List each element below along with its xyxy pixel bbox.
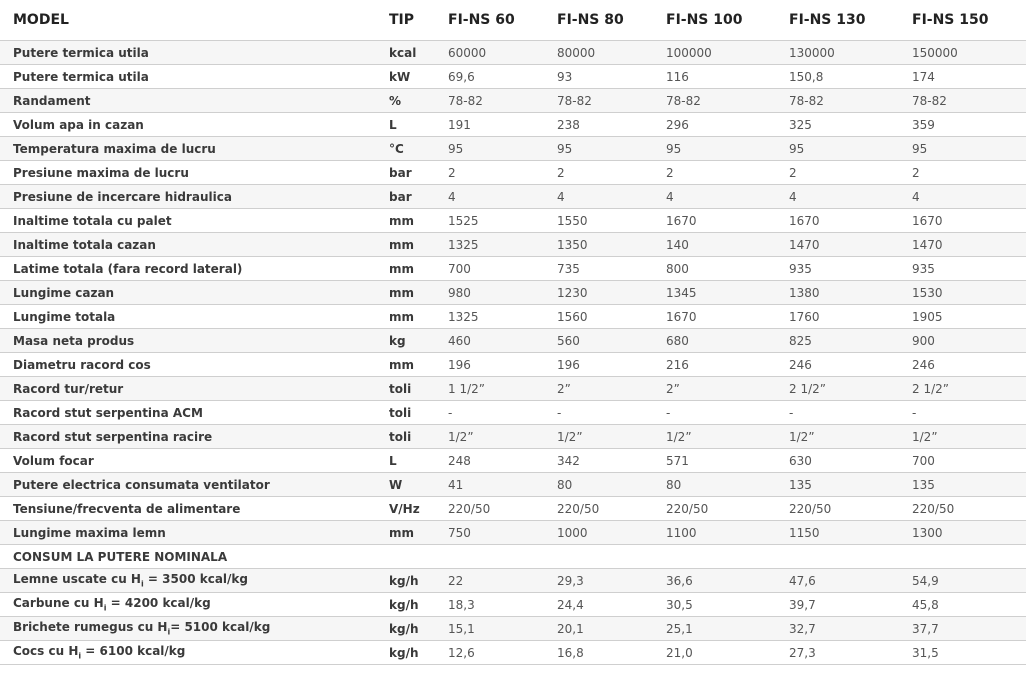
row-value: 1100 <box>653 521 776 545</box>
row-value: 32,7 <box>776 617 899 641</box>
row-value: 220/50 <box>653 497 776 521</box>
row-value: 196 <box>435 353 544 377</box>
row-value: 36,6 <box>653 569 776 593</box>
table-row <box>0 449 1026 473</box>
row-label <box>0 593 376 617</box>
row-unit: mm <box>376 209 435 233</box>
row-unit: mm <box>376 257 435 281</box>
table-row <box>0 569 1026 593</box>
row-value: 342 <box>544 449 653 473</box>
table-row <box>0 89 1026 113</box>
row-value: 24,4 <box>544 593 653 617</box>
row-value: 1350 <box>544 233 653 257</box>
row-value: 735 <box>544 257 653 281</box>
row-value: 135 <box>899 473 1026 497</box>
header-model-name: FI-NS 130 <box>776 0 899 41</box>
row-value: 460 <box>435 329 544 353</box>
row-value: 680 <box>653 329 776 353</box>
row-value: 560 <box>544 329 653 353</box>
row-label <box>0 569 376 593</box>
row-label: Volum apa in cazan <box>0 113 376 137</box>
row-value: 37,7 <box>899 617 1026 641</box>
row-value: 4 <box>653 185 776 209</box>
row-label: Racord stut serpentina racire <box>0 425 376 449</box>
row-value: 12,6 <box>435 641 544 665</box>
table-row <box>0 137 1026 161</box>
table-row <box>0 305 1026 329</box>
row-value: 1/2” <box>435 425 544 449</box>
row-unit: bar <box>376 185 435 209</box>
row-value: 571 <box>653 449 776 473</box>
table-row <box>0 233 1026 257</box>
row-value: 2 <box>653 161 776 185</box>
row-value: 95 <box>435 137 544 161</box>
row-value: 140 <box>653 233 776 257</box>
row-label: Putere electrica consumata ventilator <box>0 473 376 497</box>
label-text: = 3500 kcal/kg <box>143 572 248 587</box>
table-row <box>0 65 1026 89</box>
row-value: 246 <box>899 353 1026 377</box>
row-label: Inaltime totala cu palet <box>0 209 376 233</box>
row-unit: mm <box>376 305 435 329</box>
row-unit: kg/h <box>376 641 435 665</box>
row-value: 27,3 <box>776 641 899 665</box>
row-value: 1325 <box>435 305 544 329</box>
row-value: 31,5 <box>899 641 1026 665</box>
table-row <box>0 401 1026 425</box>
row-label: Diametru racord cos <box>0 353 376 377</box>
row-value: 80 <box>653 473 776 497</box>
label-text: Lemne uscate cu H <box>13 572 141 587</box>
row-value: 1525 <box>435 209 544 233</box>
label-text: Cocs cu H <box>13 644 79 659</box>
row-value: 825 <box>776 329 899 353</box>
row-unit: kW <box>376 65 435 89</box>
row-value: 1670 <box>653 209 776 233</box>
row-label: Racord stut serpentina ACM <box>0 401 376 425</box>
table-body <box>0 41 1026 665</box>
row-value: 630 <box>776 449 899 473</box>
table-row <box>0 377 1026 401</box>
row-value: 1670 <box>899 209 1026 233</box>
row-unit: mm <box>376 233 435 257</box>
row-value: 1470 <box>776 233 899 257</box>
row-value: 220/50 <box>899 497 1026 521</box>
row-value: - <box>653 401 776 425</box>
row-unit: kg/h <box>376 617 435 641</box>
row-unit: % <box>376 89 435 113</box>
header-model-name: FI-NS 60 <box>435 0 544 41</box>
row-unit: mm <box>376 353 435 377</box>
row-value: 1670 <box>653 305 776 329</box>
row-label: Lungime maxima lemn <box>0 521 376 545</box>
header-model: MODEL <box>0 0 376 41</box>
section-label: CONSUM LA PUTERE NOMINALA <box>0 545 1026 569</box>
section-row <box>0 545 1026 569</box>
row-value: 4 <box>899 185 1026 209</box>
row-value: 95 <box>544 137 653 161</box>
table-row <box>0 593 1026 617</box>
header-model-name: FI-NS 150 <box>899 0 1026 41</box>
row-value: 39,7 <box>776 593 899 617</box>
row-unit: toli <box>376 377 435 401</box>
row-value: 1300 <box>899 521 1026 545</box>
row-unit: W <box>376 473 435 497</box>
row-value: 130000 <box>776 41 899 65</box>
row-value: 2 1/2” <box>776 377 899 401</box>
row-value: 21,0 <box>653 641 776 665</box>
row-value: 1/2” <box>776 425 899 449</box>
row-value: 47,6 <box>776 569 899 593</box>
row-value: 95 <box>776 137 899 161</box>
row-unit: L <box>376 449 435 473</box>
row-value: - <box>544 401 653 425</box>
row-value: 196 <box>544 353 653 377</box>
row-unit: V/Hz <box>376 497 435 521</box>
row-label: Lungime cazan <box>0 281 376 305</box>
table-row <box>0 185 1026 209</box>
row-unit: toli <box>376 401 435 425</box>
row-value: 1000 <box>544 521 653 545</box>
row-value: 22 <box>435 569 544 593</box>
row-value: 900 <box>899 329 1026 353</box>
row-value: 2 <box>435 161 544 185</box>
row-label: Putere termica utila <box>0 65 376 89</box>
row-value: - <box>899 401 1026 425</box>
table-row <box>0 41 1026 65</box>
label-text: = 6100 kcal/kg <box>81 644 186 659</box>
row-value: 29,3 <box>544 569 653 593</box>
row-label <box>0 641 376 665</box>
row-value: 1/2” <box>544 425 653 449</box>
row-value: 78-82 <box>653 89 776 113</box>
row-value: 935 <box>899 257 1026 281</box>
row-label: Lungime totala <box>0 305 376 329</box>
row-label: Inaltime totala cazan <box>0 233 376 257</box>
row-value: 150,8 <box>776 65 899 89</box>
row-value: 248 <box>435 449 544 473</box>
table-row <box>0 113 1026 137</box>
row-value: 700 <box>435 257 544 281</box>
row-value: 41 <box>435 473 544 497</box>
row-value: 800 <box>653 257 776 281</box>
row-label: Randament <box>0 89 376 113</box>
row-unit: kg/h <box>376 569 435 593</box>
row-value: 1560 <box>544 305 653 329</box>
row-unit: kg <box>376 329 435 353</box>
row-value: 2” <box>653 377 776 401</box>
table-row <box>0 641 1026 665</box>
row-value: 1/2” <box>653 425 776 449</box>
row-value: 325 <box>776 113 899 137</box>
row-unit: mm <box>376 521 435 545</box>
row-unit: kg/h <box>376 593 435 617</box>
row-value: 150000 <box>899 41 1026 65</box>
row-value: 1905 <box>899 305 1026 329</box>
label-text: = 5100 kcal/kg <box>170 620 271 635</box>
row-value: 750 <box>435 521 544 545</box>
row-unit: toli <box>376 425 435 449</box>
row-value: 246 <box>776 353 899 377</box>
table-row <box>0 161 1026 185</box>
row-value: 78-82 <box>776 89 899 113</box>
table-row <box>0 425 1026 449</box>
row-value: 191 <box>435 113 544 137</box>
row-value: 80 <box>544 473 653 497</box>
table-row <box>0 329 1026 353</box>
row-label: Putere termica utila <box>0 41 376 65</box>
row-unit: L <box>376 113 435 137</box>
row-value: 4 <box>435 185 544 209</box>
row-value: 116 <box>653 65 776 89</box>
row-value: 1325 <box>435 233 544 257</box>
row-label: Masa neta produs <box>0 329 376 353</box>
row-value: 1760 <box>776 305 899 329</box>
label-subscript: i <box>140 579 144 589</box>
label-text: Carbune cu H <box>13 596 104 611</box>
row-unit: kcal <box>376 41 435 65</box>
row-value: 2” <box>544 377 653 401</box>
row-label: Volum focar <box>0 449 376 473</box>
row-value: 1/2” <box>899 425 1026 449</box>
row-value: 2 <box>544 161 653 185</box>
row-value: 93 <box>544 65 653 89</box>
label-subscript: i <box>78 651 82 661</box>
row-value: 95 <box>653 137 776 161</box>
row-value: 69,6 <box>435 65 544 89</box>
row-value: 359 <box>899 113 1026 137</box>
row-value: 1 1/2” <box>435 377 544 401</box>
table-row <box>0 617 1026 641</box>
table-row <box>0 209 1026 233</box>
row-value: 220/50 <box>435 497 544 521</box>
row-value: 700 <box>899 449 1026 473</box>
row-value: 216 <box>653 353 776 377</box>
row-value: 2 1/2” <box>899 377 1026 401</box>
row-label: Presiune maxima de lucru <box>0 161 376 185</box>
row-value: 238 <box>544 113 653 137</box>
row-value: 60000 <box>435 41 544 65</box>
row-value: 2 <box>899 161 1026 185</box>
row-value: 20,1 <box>544 617 653 641</box>
row-value: 1230 <box>544 281 653 305</box>
label-subscript: i <box>103 603 107 613</box>
row-value: 135 <box>776 473 899 497</box>
row-value: 30,5 <box>653 593 776 617</box>
row-value: 2 <box>776 161 899 185</box>
row-value: 1670 <box>776 209 899 233</box>
row-value: 78-82 <box>544 89 653 113</box>
table-row <box>0 257 1026 281</box>
table-row <box>0 353 1026 377</box>
row-label: Temperatura maxima de lucru <box>0 137 376 161</box>
row-value: 174 <box>899 65 1026 89</box>
table-header <box>0 0 1026 41</box>
row-value: - <box>776 401 899 425</box>
row-value: 935 <box>776 257 899 281</box>
row-value: 220/50 <box>544 497 653 521</box>
row-value: 78-82 <box>435 89 544 113</box>
row-value: 54,9 <box>899 569 1026 593</box>
row-value: 296 <box>653 113 776 137</box>
row-value: 16,8 <box>544 641 653 665</box>
table-row <box>0 497 1026 521</box>
row-unit: °C <box>376 137 435 161</box>
row-value: 4 <box>776 185 899 209</box>
row-value: 80000 <box>544 41 653 65</box>
table-row <box>0 521 1026 545</box>
row-value: 18,3 <box>435 593 544 617</box>
row-value: 95 <box>899 137 1026 161</box>
row-label <box>0 617 376 641</box>
row-label: Racord tur/retur <box>0 377 376 401</box>
row-value: 1550 <box>544 209 653 233</box>
header-row <box>0 0 1026 41</box>
header-model-name: FI-NS 80 <box>544 0 653 41</box>
header-model-name: FI-NS 100 <box>653 0 776 41</box>
row-value: 980 <box>435 281 544 305</box>
row-value: 45,8 <box>899 593 1026 617</box>
label-text: = 4200 kcal/kg <box>106 596 211 611</box>
row-value: 220/50 <box>776 497 899 521</box>
row-label: Tensiune/frecventa de alimentare <box>0 497 376 521</box>
header-tip: TIP <box>376 0 435 41</box>
row-value: 4 <box>544 185 653 209</box>
row-label: Presiune de incercare hidraulica <box>0 185 376 209</box>
table-row <box>0 473 1026 497</box>
row-value: 15,1 <box>435 617 544 641</box>
row-value: 25,1 <box>653 617 776 641</box>
label-text: Brichete rumegus cu H <box>13 620 168 635</box>
row-value: 100000 <box>653 41 776 65</box>
label-subscript: i <box>167 627 171 637</box>
row-unit: mm <box>376 281 435 305</box>
row-value: 78-82 <box>899 89 1026 113</box>
row-label: Latime totala (fara record lateral) <box>0 257 376 281</box>
row-value: 1345 <box>653 281 776 305</box>
table-row <box>0 281 1026 305</box>
row-value: - <box>435 401 544 425</box>
row-value: 1380 <box>776 281 899 305</box>
row-unit: bar <box>376 161 435 185</box>
row-value: 1150 <box>776 521 899 545</box>
row-value: 1530 <box>899 281 1026 305</box>
row-value: 1470 <box>899 233 1026 257</box>
